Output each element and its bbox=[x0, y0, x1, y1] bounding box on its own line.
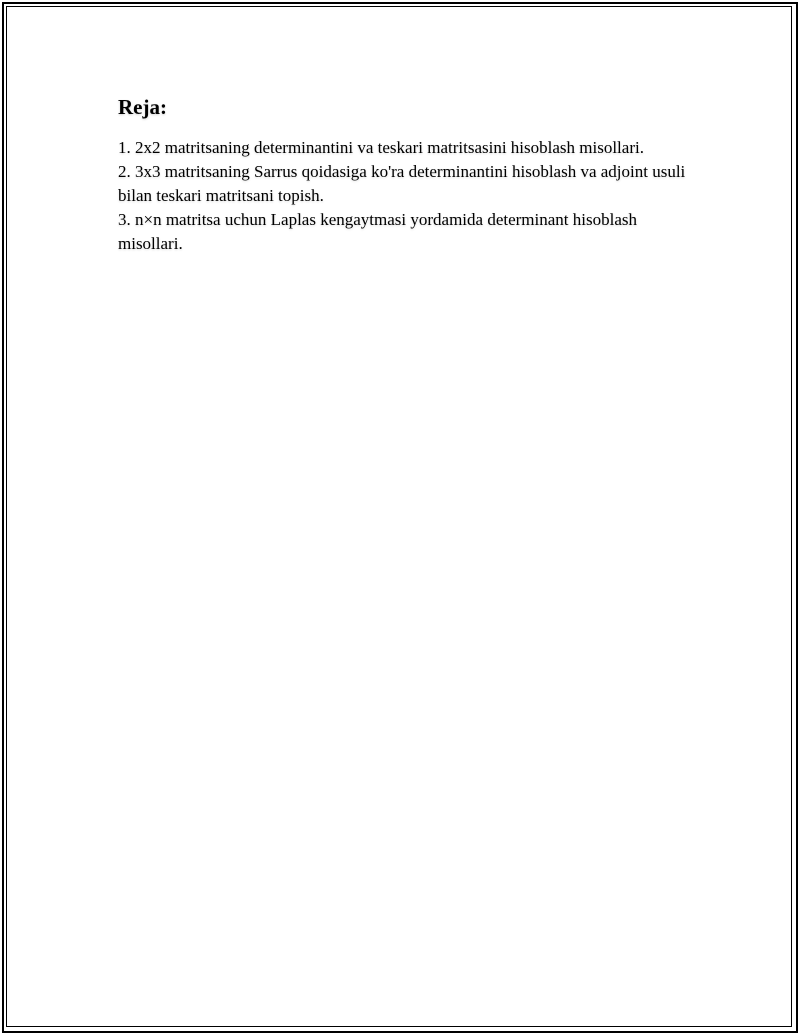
plan-item-3: 3. n×n matritsa uchun Laplas kengaytmasi yordamida determinant hisoblash misollari. bbox=[118, 210, 637, 253]
plan-list bbox=[118, 136, 688, 256]
document-body bbox=[118, 94, 688, 256]
plan-item-1: 1. 2x2 matritsaning determinantini va teskari matritsasini hisoblash misollari. bbox=[118, 138, 644, 157]
plan-item-2: 2. 3x3 matritsaning Sarrus qoidasiga ko'ra determinantini hisoblash va adjoint usuli bilan teskari matritsani topish. bbox=[118, 162, 686, 205]
plan-heading: Reja: bbox=[118, 95, 167, 119]
